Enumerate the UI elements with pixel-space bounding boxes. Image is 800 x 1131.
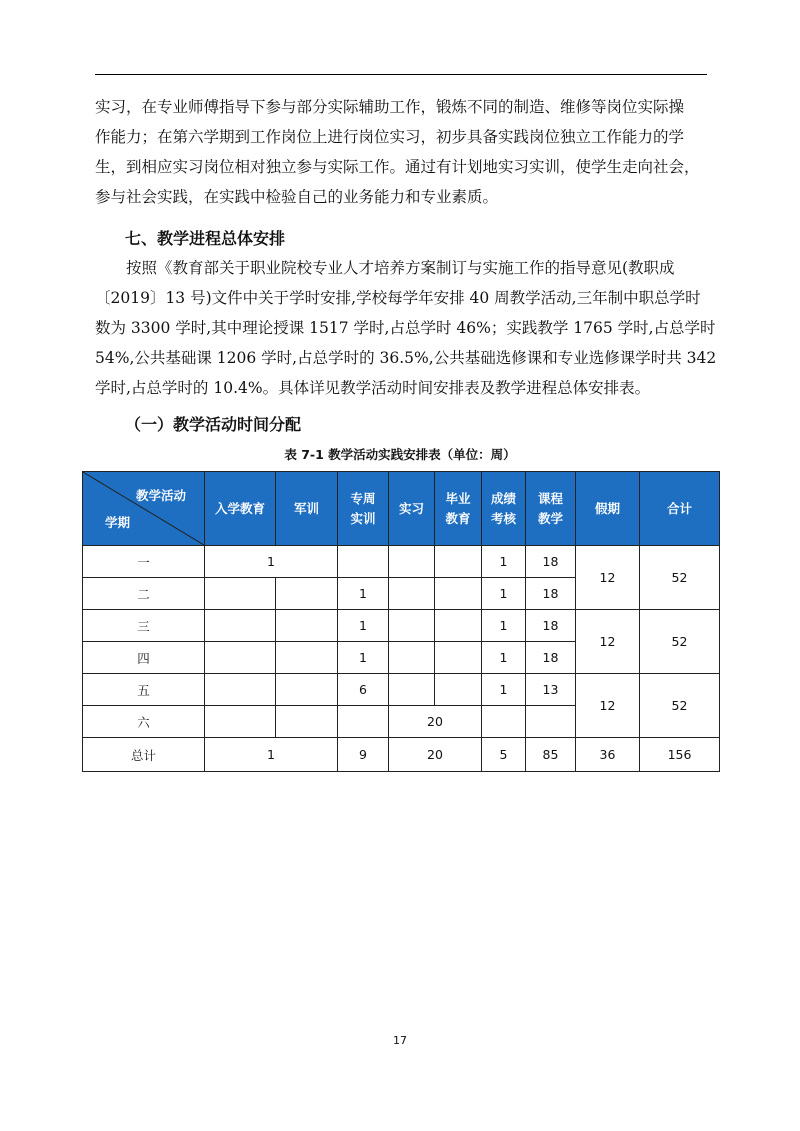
total-cell: 52	[640, 610, 720, 674]
header-vacation: 假期	[576, 472, 640, 546]
section-heading: 七、教学进程总体安排	[125, 229, 286, 248]
table-row	[83, 546, 720, 578]
header-exam: 成绩 考核	[482, 472, 526, 546]
total-special-cell: 9	[338, 738, 389, 772]
total-row	[83, 738, 720, 772]
vacation-cell: 12	[576, 546, 640, 610]
table-header-row	[83, 472, 720, 546]
graduation-cell	[435, 642, 482, 674]
page-number: 17	[393, 1034, 407, 1047]
text-line: 〔2019〕13 号)文件中关于学时安排,学校每学年安排 40 周教学活动,三年制中职总学时	[95, 289, 701, 307]
header-military: 军训	[276, 472, 338, 546]
header-internship: 实习	[389, 472, 435, 546]
table-row	[83, 610, 720, 642]
internship-cell	[389, 578, 435, 610]
diagonal-line	[83, 472, 204, 545]
grand-total-cell: 156	[640, 738, 720, 772]
text-line: 数为 3300 学时,其中理论授课 1517 学时,占总学时 46%；实践教学 1765 学时,占总学时	[95, 319, 716, 337]
text-line: 参与社会实践，在实践中检验自己的业务能力和专业素质。	[95, 188, 499, 206]
total-internship-graduation-cell: 20	[389, 738, 482, 772]
entrance-cell	[205, 642, 276, 674]
graduation-cell	[435, 674, 482, 706]
internship-cell	[389, 674, 435, 706]
exam-cell: 1	[482, 642, 526, 674]
course-cell: 18	[526, 610, 576, 642]
corner-term-label: 学期	[105, 515, 131, 530]
exam-cell: 1	[482, 610, 526, 642]
vacation-cell: 12	[576, 610, 640, 674]
special-cell: 6	[338, 674, 389, 706]
header-course: 课程 教学	[526, 472, 576, 546]
course-cell: 13	[526, 674, 576, 706]
special-cell: 1	[338, 578, 389, 610]
corner-header	[83, 472, 205, 546]
special-cell	[338, 706, 389, 738]
table-caption: 表 7-1 教学活动实践安排表（单位：周）	[284, 447, 516, 462]
internship-graduation-cell: 20	[389, 706, 482, 738]
text-line: 按照《教育部关于职业院校专业人才培养方案制订与实施工作的指导意见(教职成	[126, 259, 675, 277]
graduation-cell	[435, 546, 482, 578]
total-label-cell: 总计	[83, 738, 205, 772]
text-line: 实习，在专业师傅指导下参与部分实际辅助工作，锻炼不同的制造、维修等岗位实际操	[95, 98, 685, 116]
subsection-heading: （一）教学活动时间分配	[125, 415, 302, 434]
text-line: 学时,占总学时的 10.4%。具体详见教学活动时间安排表及教学进程总体安排表。	[95, 379, 651, 397]
internship-cell	[389, 610, 435, 642]
header-rule	[95, 74, 707, 75]
header-special: 专周 实训	[338, 472, 389, 546]
term-cell: 一	[83, 546, 205, 578]
term-cell: 三	[83, 610, 205, 642]
total-exam-cell: 5	[482, 738, 526, 772]
special-cell: 1	[338, 642, 389, 674]
course-cell: 18	[526, 546, 576, 578]
paragraph-internship	[95, 92, 707, 212]
corner-activity-label: 教学活动	[135, 488, 186, 503]
entrance-military-cell: 1	[205, 546, 338, 578]
total-entrance-military-cell: 1	[205, 738, 338, 772]
text-line: 作能力；在第六学期到工作岗位上进行岗位实习，初步具备实践岗位独立工作能力的学	[95, 128, 685, 146]
header-graduation: 毕业 教育	[435, 472, 482, 546]
total-course-cell: 85	[526, 738, 576, 772]
vacation-cell: 12	[576, 674, 640, 738]
term-cell: 五	[83, 674, 205, 706]
graduation-cell	[435, 578, 482, 610]
course-cell: 18	[526, 578, 576, 610]
graduation-cell	[435, 610, 482, 642]
entrance-cell	[205, 706, 276, 738]
header-total: 合计	[640, 472, 720, 546]
exam-cell: 1	[482, 578, 526, 610]
term-cell: 四	[83, 642, 205, 674]
military-cell	[276, 706, 338, 738]
paragraph-schedule	[95, 253, 717, 403]
total-vacation-cell: 36	[576, 738, 640, 772]
special-cell: 1	[338, 610, 389, 642]
table-row	[83, 674, 720, 706]
term-cell: 六	[83, 706, 205, 738]
term-cell: 二	[83, 578, 205, 610]
exam-cell: 1	[482, 674, 526, 706]
header-entrance: 入学教育	[205, 472, 276, 546]
internship-cell	[389, 546, 435, 578]
text-line: 54%,公共基础课 1206 学时,占总学时的 36.5%,公共基础选修课和专业选修课学时共 342	[95, 349, 717, 367]
course-cell	[526, 706, 576, 738]
total-cell: 52	[640, 546, 720, 610]
exam-cell: 1	[482, 546, 526, 578]
special-cell	[338, 546, 389, 578]
text-line: 生，到相应实习岗位相对独立参与实际工作。通过有计划地实习实训，使学生走向社会，	[95, 158, 700, 176]
entrance-cell	[205, 610, 276, 642]
military-cell	[276, 578, 338, 610]
exam-cell	[482, 706, 526, 738]
course-cell: 18	[526, 642, 576, 674]
schedule-table	[82, 471, 720, 772]
total-cell: 52	[640, 674, 720, 738]
internship-cell	[389, 642, 435, 674]
military-cell	[276, 610, 338, 642]
entrance-cell	[205, 674, 276, 706]
military-cell	[276, 674, 338, 706]
entrance-cell	[205, 578, 276, 610]
military-cell	[276, 642, 338, 674]
